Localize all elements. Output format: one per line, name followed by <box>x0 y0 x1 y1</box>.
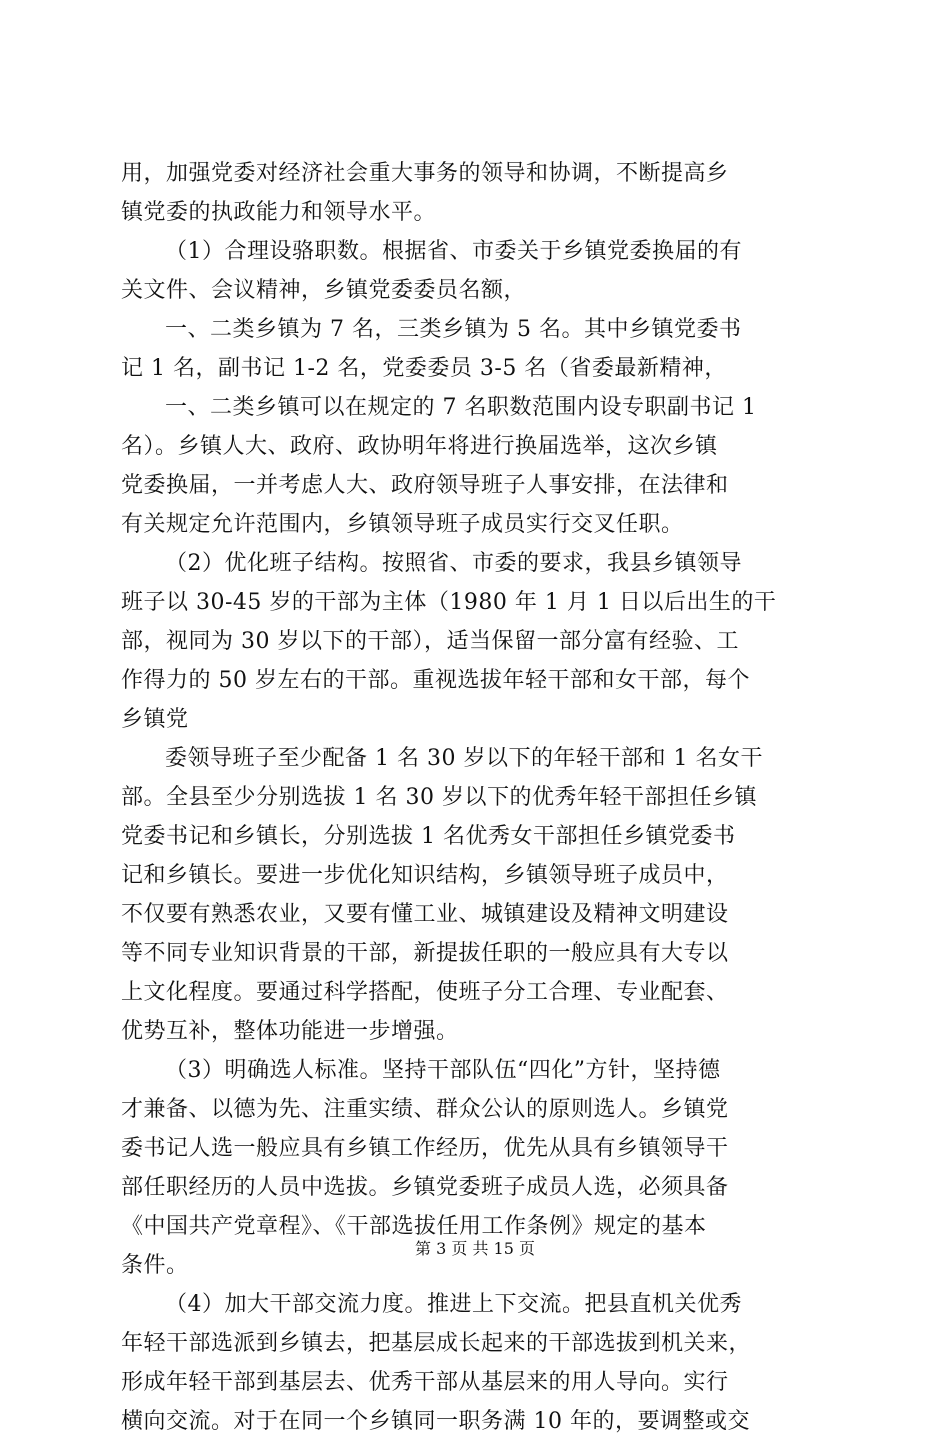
text-line: 有关规定允许范围内，乡镇领导班子成员实行交叉任职。 <box>121 512 684 537</box>
text-line: 党委书记和乡镇长，分别选拔 1 名优秀女干部担任乡镇党委书 <box>121 824 736 849</box>
paragraph-start-line: （1）合理设骆职数。根据省、市委关于乡镇党委换届的有 <box>165 239 742 264</box>
paragraph-start-line: （4）加大干部交流力度。推进上下交流。把县直机关优秀 <box>165 1292 742 1317</box>
text-line: 等不同专业知识背景的干部，新提拔任职的一般应具有大专以 <box>121 941 729 966</box>
text-line: 部任职经历的人员中选拔。乡镇党委班子成员人选，必须具备 <box>121 1175 729 1200</box>
text-line: 年轻干部选派到乡镇去，把基层成长起来的干部选拔到机关来， <box>121 1331 752 1356</box>
text-line: 部，视同为 30 岁以下的干部），适当保留一部分富有经验、工 <box>121 629 739 654</box>
text-line: 乡镇党 <box>121 707 189 732</box>
text-line: 作得力的 50 岁左右的干部。重视选拔年轻干部和女干部，每个 <box>121 668 750 693</box>
text-line: 关文件、会议精神，乡镇党委委员名额， <box>121 278 527 303</box>
paragraph-start-line: 一、二类乡镇可以在规定的 7 名职数范围内设专职副书记 1 <box>165 395 757 420</box>
text-line: 镇党委的执政能力和领导水平。 <box>121 200 437 225</box>
text-line: 上文化程度。要通过科学搭配，使班子分工合理、专业配套、 <box>121 980 729 1005</box>
paragraph-start-line: 一、二类乡镇为 7 名，三类乡镇为 5 名。其中乡镇党委书 <box>165 317 742 342</box>
paragraph-start-line: （2）优化班子结构。按照省、市委的要求，我县乡镇领导 <box>165 551 742 576</box>
text-line: 名）。乡镇人大、政府、政协明年将进行换届选举，这次乡镇 <box>121 434 718 459</box>
text-line: 条件。 <box>121 1253 189 1278</box>
page-number-footer: 第 3 页 共 15 页 <box>415 1239 535 1258</box>
text-line: 优势互补，整体功能进一步增强。 <box>121 1019 459 1044</box>
text-line: 委书记人选一般应具有乡镇工作经历，优先从具有乡镇领导干 <box>121 1136 729 1161</box>
text-line: 部。全县至少分别选拔 1 名 30 岁以下的优秀年轻干部担任乡镇 <box>121 785 757 810</box>
paragraph-start-line: 委领导班子至少配备 1 名 30 岁以下的年轻干部和 1 名女干 <box>165 746 763 771</box>
text-line: 记和乡镇长。要进一步优化知识结构，乡镇领导班子成员中， <box>121 863 729 888</box>
text-line: 用，加强党委对经济社会重大事务的领导和协调，不断提高乡 <box>121 161 729 186</box>
text-line: 横向交流。对于在同一个乡镇同一职务满 10 年的，要调整或交 <box>121 1409 750 1434</box>
text-line: 记 1 名，副书记 1-2 名，党委委员 3-5 名（省委最新精神， <box>121 356 727 381</box>
text-line: 班子以 30-45 岁的干部为主体（1980 年 1 月 1 日以后出生的干 <box>121 590 777 615</box>
paragraph-start-line: （3）明确选人标准。坚持干部队伍“四化”方针，坚持德 <box>165 1058 721 1083</box>
text-line: 党委换届，一并考虑人大、政府领导班子人事安排，在法律和 <box>121 473 729 498</box>
text-line: 形成年轻干部到基层去、优秀干部从基层来的用人导向。实行 <box>121 1370 729 1395</box>
text-line: 不仅要有熟悉农业，又要有懂工业、城镇建设及精神文明建设 <box>121 902 729 927</box>
text-line: 才兼备、以德为先、注重实绩、群众公认的原则选人。乡镇党 <box>121 1097 729 1122</box>
text-line: 《中国共产党章程》、《干部选拔任用工作条例》规定的基本 <box>121 1214 707 1239</box>
